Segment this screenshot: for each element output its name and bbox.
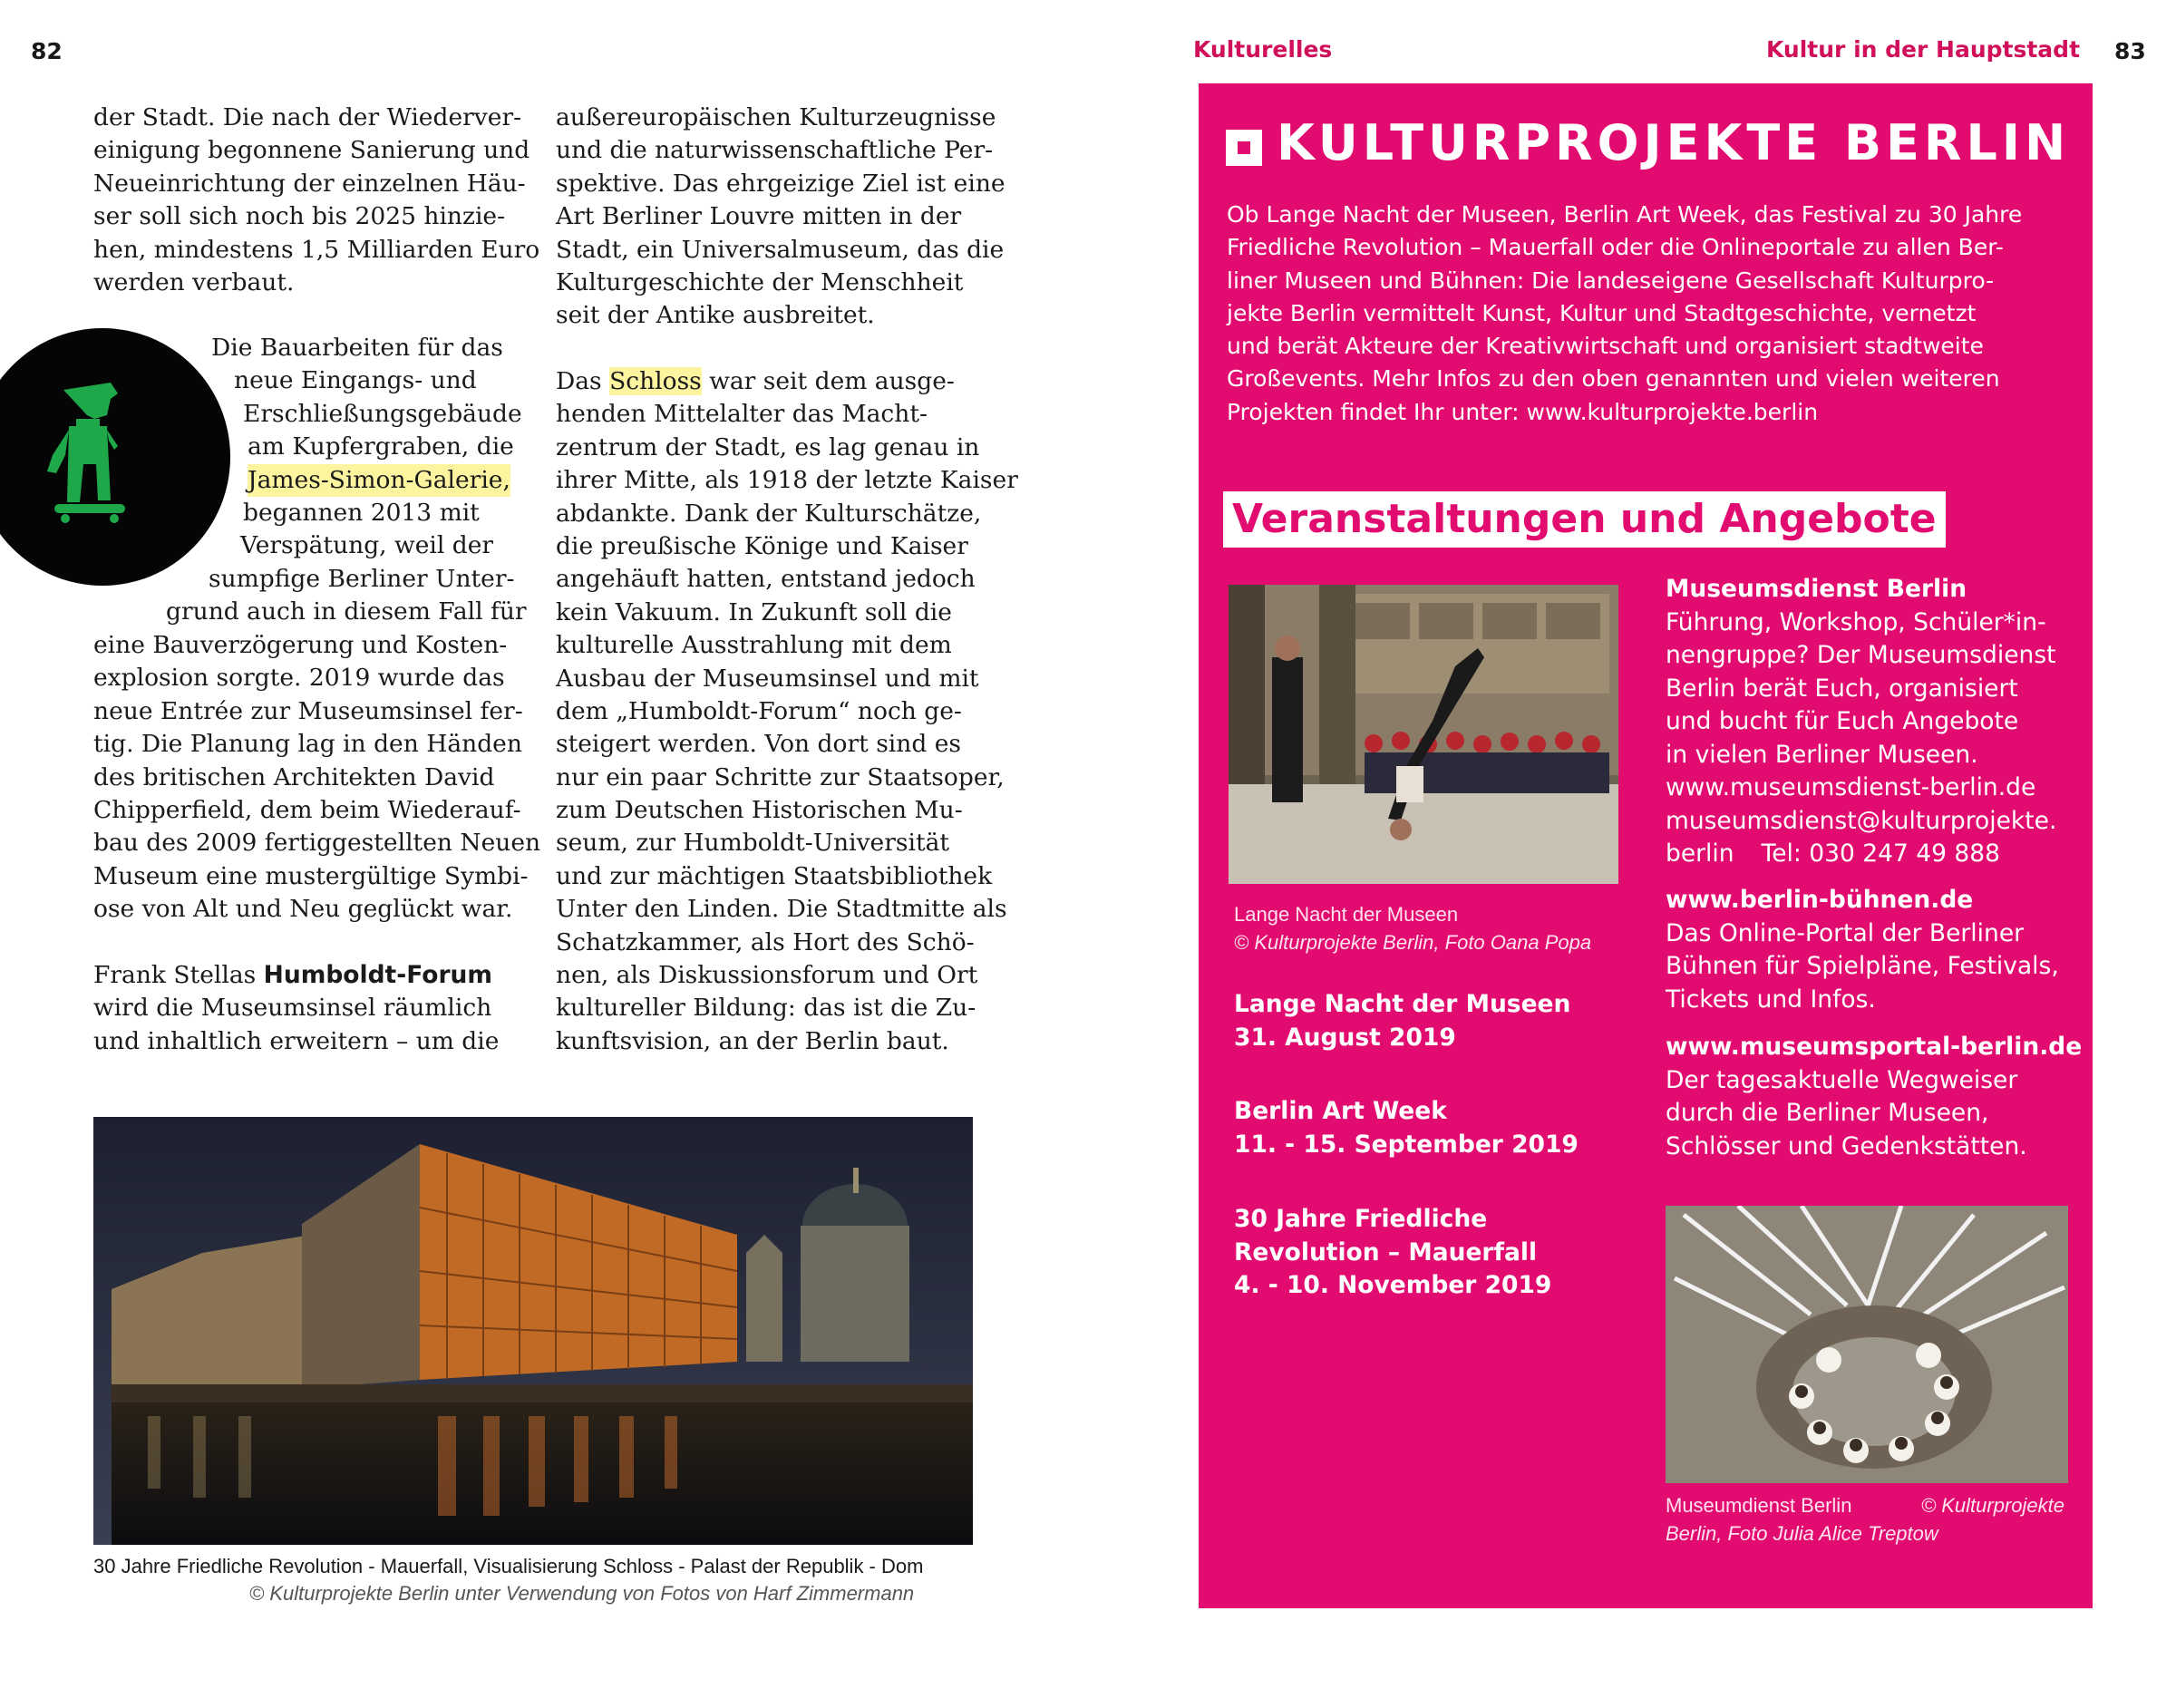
museumsdienst-text: museumsdienst@kulturprojekte. [1666, 806, 2057, 835]
body-text-line: steigert werden. Von dort sind es [556, 730, 962, 759]
body-text-line: einigung begonnene Sanierung und [93, 136, 530, 165]
column1-bottom-paragraph [93, 629, 540, 927]
event-mauerfall [1234, 1203, 1551, 1303]
event-art-week [1234, 1095, 1579, 1161]
photo2-caption-credit: © Kulturprojekte [1920, 1494, 2064, 1517]
museumsdienst-text: nengruppe? Der Museumsdienst [1666, 641, 2056, 669]
body-text-line: und zur mächtigen Staatsbibliothek [556, 861, 993, 890]
body-text-line: kultureller Bildung: das ist die Zu- [556, 994, 976, 1023]
body-text-line: seum, zur Humboldt-Universität [556, 829, 950, 858]
body-text-line: zentrum der Stadt, es lag genau in [556, 432, 980, 461]
body-text-line: Die Bauarbeiten für das [211, 334, 503, 362]
museumsdienst-text: in vielen Berliner Museen. [1666, 740, 1978, 769]
photo1-caption [1234, 900, 1591, 956]
body-text-line: spektive. Das ehrgeizige Ziel ist eine [556, 169, 1005, 198]
body-text-line: tig. Die Planung lag in den Händen [93, 730, 522, 759]
photo2-caption [1666, 1491, 2064, 1548]
body-text-line: Museum eine mustergültige Symbi- [93, 861, 529, 890]
box-intro-line: Projekten findet Ihr unter: www.kulturprojekte.berlin [1227, 398, 1819, 425]
buehnen-text: Bühnen für Spielpläne, Festivals, [1666, 952, 2059, 980]
body-text-line: kunftsvision, an der Berlin baut. [556, 1026, 949, 1055]
body-text-line: Ausbau der Museumsinsel und mit [556, 664, 979, 693]
body-text-line: außereuropäischen Kulturzeugnisse [556, 103, 996, 131]
body-text-line: des britischen Architekten David [93, 762, 495, 791]
body-text-line: Unter den Linden. Die Stadtmitte als [556, 895, 1007, 924]
event-date: 11. - 15. September 2019 [1234, 1130, 1579, 1159]
square-bullet-icon [1226, 130, 1262, 166]
museumsportal-text: Der tagesaktuelle Wegweiser [1666, 1065, 2018, 1094]
box-intro-line: Friedliche Revolution – Mauerfall oder die Onlineportale zu allen Ber- [1227, 234, 2004, 261]
column1-paragraph-humboldt [93, 959, 499, 1058]
body-text-line: begannen 2013 mit [243, 498, 480, 527]
section-label: Kulturelles [1193, 36, 1333, 63]
body-text-line: zum Deutschen Historischen Mu- [556, 796, 963, 825]
schloss-highlight: Schloss [609, 367, 702, 395]
body-text-line: dem „Humboldt-Forum“ noch ge- [556, 696, 962, 725]
museumsdienst-info [1666, 573, 2056, 871]
buehnen-link[interactable]: www.berlin-bühnen.de [1666, 886, 1974, 914]
body-text-line: Chipperfield, dem beim Wiederauf- [93, 795, 521, 824]
para-text: Das [556, 367, 610, 395]
section-heading: Veranstaltungen und Angebote [1223, 491, 1946, 548]
event-lange-nacht [1234, 988, 1570, 1054]
photo-caption-credit: © Kulturprojekte Berlin unter Verwendung von Fotos von Harf Zimmermann [249, 1582, 915, 1605]
body-text-line: neue Entrée zur Museumsinsel fer- [93, 696, 523, 725]
body-text-line: angehäuft hatten, entstand jedoch [556, 565, 976, 594]
page-number-left: 82 [31, 38, 63, 64]
body-text-line: wird die Museumsinsel räumlich [93, 994, 492, 1023]
museumsdienst-text: www.museumsdienst-berlin.de [1666, 773, 2036, 801]
highlight-mark: James-Simon-Galerie, [248, 464, 510, 497]
body-text-line: die preußische Könige und Kaiser [556, 531, 968, 560]
body-text-line: Verspätung, weil der [240, 531, 494, 560]
body-text-line: nur ein paar Schritte zur Staatsoper, [556, 762, 1005, 791]
body-text-line: am Kupfergraben, die [248, 432, 514, 461]
museumsdienst-text: Führung, Workshop, Schüler*in- [1666, 607, 2046, 636]
event-title: Revolution – Mauerfall [1234, 1237, 1538, 1266]
buehnen-text: Das Online-Portal der Berliner [1666, 918, 2025, 947]
body-text-line: abdankte. Dank der Kulturschätze, [556, 499, 982, 528]
body-text-line: henden Mittelalter das Macht- [556, 400, 928, 429]
box-title: KULTURPROJEKTE BERLIN [1277, 114, 2071, 171]
body-text-line: und die naturwissenschaftliche Per- [556, 136, 994, 165]
schloss-night-photo [93, 1117, 973, 1545]
james-simon-galerie-highlight [93, 464, 510, 497]
buehnen-text: Tickets und Infos. [1666, 985, 1876, 1014]
body-text-line: ser soll sich noch bis 2025 hinzie- [93, 202, 506, 231]
body-text-line: sumpfige Berliner Unter- [209, 564, 515, 593]
body-text-line: ose von Alt und Neu geglückt war. [93, 895, 513, 924]
body-text-line: neue Eingangs- und [234, 366, 477, 395]
body-text-line: Art Berliner Louvre mitten in der [556, 202, 962, 231]
buehnen-info [1666, 884, 2059, 1016]
column1-wrap-paragraph [93, 332, 527, 629]
body-text-line: werden verbaut. [93, 267, 295, 296]
photo1-caption-title: Lange Nacht der Museen [1234, 903, 1459, 926]
column1-top-paragraph [93, 102, 539, 299]
body-text-line: Stadt, ein Universalmuseum, das die [556, 235, 1005, 264]
museumsportal-link[interactable]: www.museumsportal-berlin.de [1666, 1033, 2083, 1061]
box-intro-line: Großevents. Mehr Infos zu den oben genannten und vielen weiteren [1227, 365, 2000, 393]
box-intro-line: jekte Berlin vermittelt Kunst, Kultur und Stadtgeschichte, vernetzt [1227, 299, 1977, 326]
body-text-line: Erschließungsgebäude [243, 399, 522, 428]
column2-top-paragraph [556, 102, 1005, 333]
column2-paragraph-schloss [556, 365, 1018, 1058]
event-date: 31. August 2019 [1234, 1023, 1456, 1052]
body-text-line: seit der Antike ausbreitet. [556, 301, 875, 330]
breakdance-photo [1229, 585, 1618, 884]
page-number-right: 83 [2114, 38, 2146, 64]
museumsdienst-text: berlin [1666, 839, 1734, 868]
museumsportal-text: Schlösser und Gedenkstätten. [1666, 1131, 2027, 1160]
photo1-caption-credit: © Kulturprojekte Berlin, Foto Oana Popa [1234, 931, 1592, 954]
body-text-line: hen, mindestens 1,5 Milliarden Euro [93, 235, 540, 264]
museumsportal-info [1666, 1031, 2082, 1163]
body-text-line: und inhaltlich erweitern – um die [93, 1026, 500, 1055]
box-intro [1227, 201, 2022, 432]
chapter-label: Kultur in der Hauptstadt [1766, 36, 2081, 63]
event-title: Lange Nacht der Museen [1234, 990, 1571, 1018]
body-text-line: ihrer Mitte, als 1918 der letzte Kaiser [556, 466, 1018, 495]
body-text-line: eine Bauverzögerung und Kosten- [93, 631, 508, 659]
museumsdienst-title: Museumsdienst Berlin [1666, 575, 1967, 603]
museumsdienst-text: Berlin berät Euch, organisiert [1666, 674, 2018, 703]
box-intro-line: und berät Akteure der Kreativwirtschaft und organisiert stadtweite [1227, 333, 1984, 360]
body-text-line: Schatzkammer, als Hort des Schö- [556, 927, 975, 956]
body-text-line: bau des 2009 fertiggestellten Neuen [93, 829, 541, 858]
photo-caption-main: 30 Jahre Friedliche Revolution - Mauerfall, Visualisierung Schloss - Palast der Republik - Dom [93, 1555, 924, 1577]
humboldt-forum-bold: Humboldt-Forum [263, 961, 493, 989]
body-text-line: der Stadt. Die nach der Wiederver- [93, 103, 522, 131]
event-date: 4. - 10. November 2019 [1234, 1271, 1552, 1299]
body-text-line: Kulturgeschichte der Menschheit [556, 267, 964, 296]
event-title: 30 Jahre Friedliche [1234, 1205, 1488, 1233]
body-text-line: kulturelle Ausstrahlung mit dem [556, 631, 952, 660]
photo2-caption-credit-line2: Berlin, Foto Julia Alice Treptow [1666, 1522, 1938, 1545]
event-title: Berlin Art Week [1234, 1097, 1447, 1125]
body-text-line: kein Vakuum. In Zukunft soll die [556, 597, 952, 626]
body-text-line: nen, als Diskussionsforum und Ort [556, 961, 978, 990]
para-text: war seit dem ausge- [701, 367, 955, 395]
photo2-caption-title: Museumdienst Berlin [1666, 1494, 1852, 1517]
museumsportal-text: durch die Berliner Museen, [1666, 1099, 1989, 1127]
museumsdienst-text: und bucht für Euch Angebote [1666, 707, 2019, 735]
museumsdienst-phone: Tel: 030 247 49 888 [1761, 839, 2000, 868]
para-text: Frank Stellas [93, 961, 264, 989]
body-text-line: Neueinrichtung der einzelnen Häu- [93, 169, 526, 198]
box-intro-line: Ob Lange Nacht der Museen, Berlin Art Week, das Festival zu 30 Jahre [1227, 201, 2023, 228]
body-text-line: grund auch in diesem Fall für [166, 597, 527, 626]
body-text-line: explosion sorgte. 2019 wurde das [93, 664, 505, 693]
box-intro-line: liner Museen und Bühnen: Die landeseigene Gesellschaft Kulturpro- [1227, 267, 1995, 294]
workshop-photo [1666, 1206, 2068, 1483]
